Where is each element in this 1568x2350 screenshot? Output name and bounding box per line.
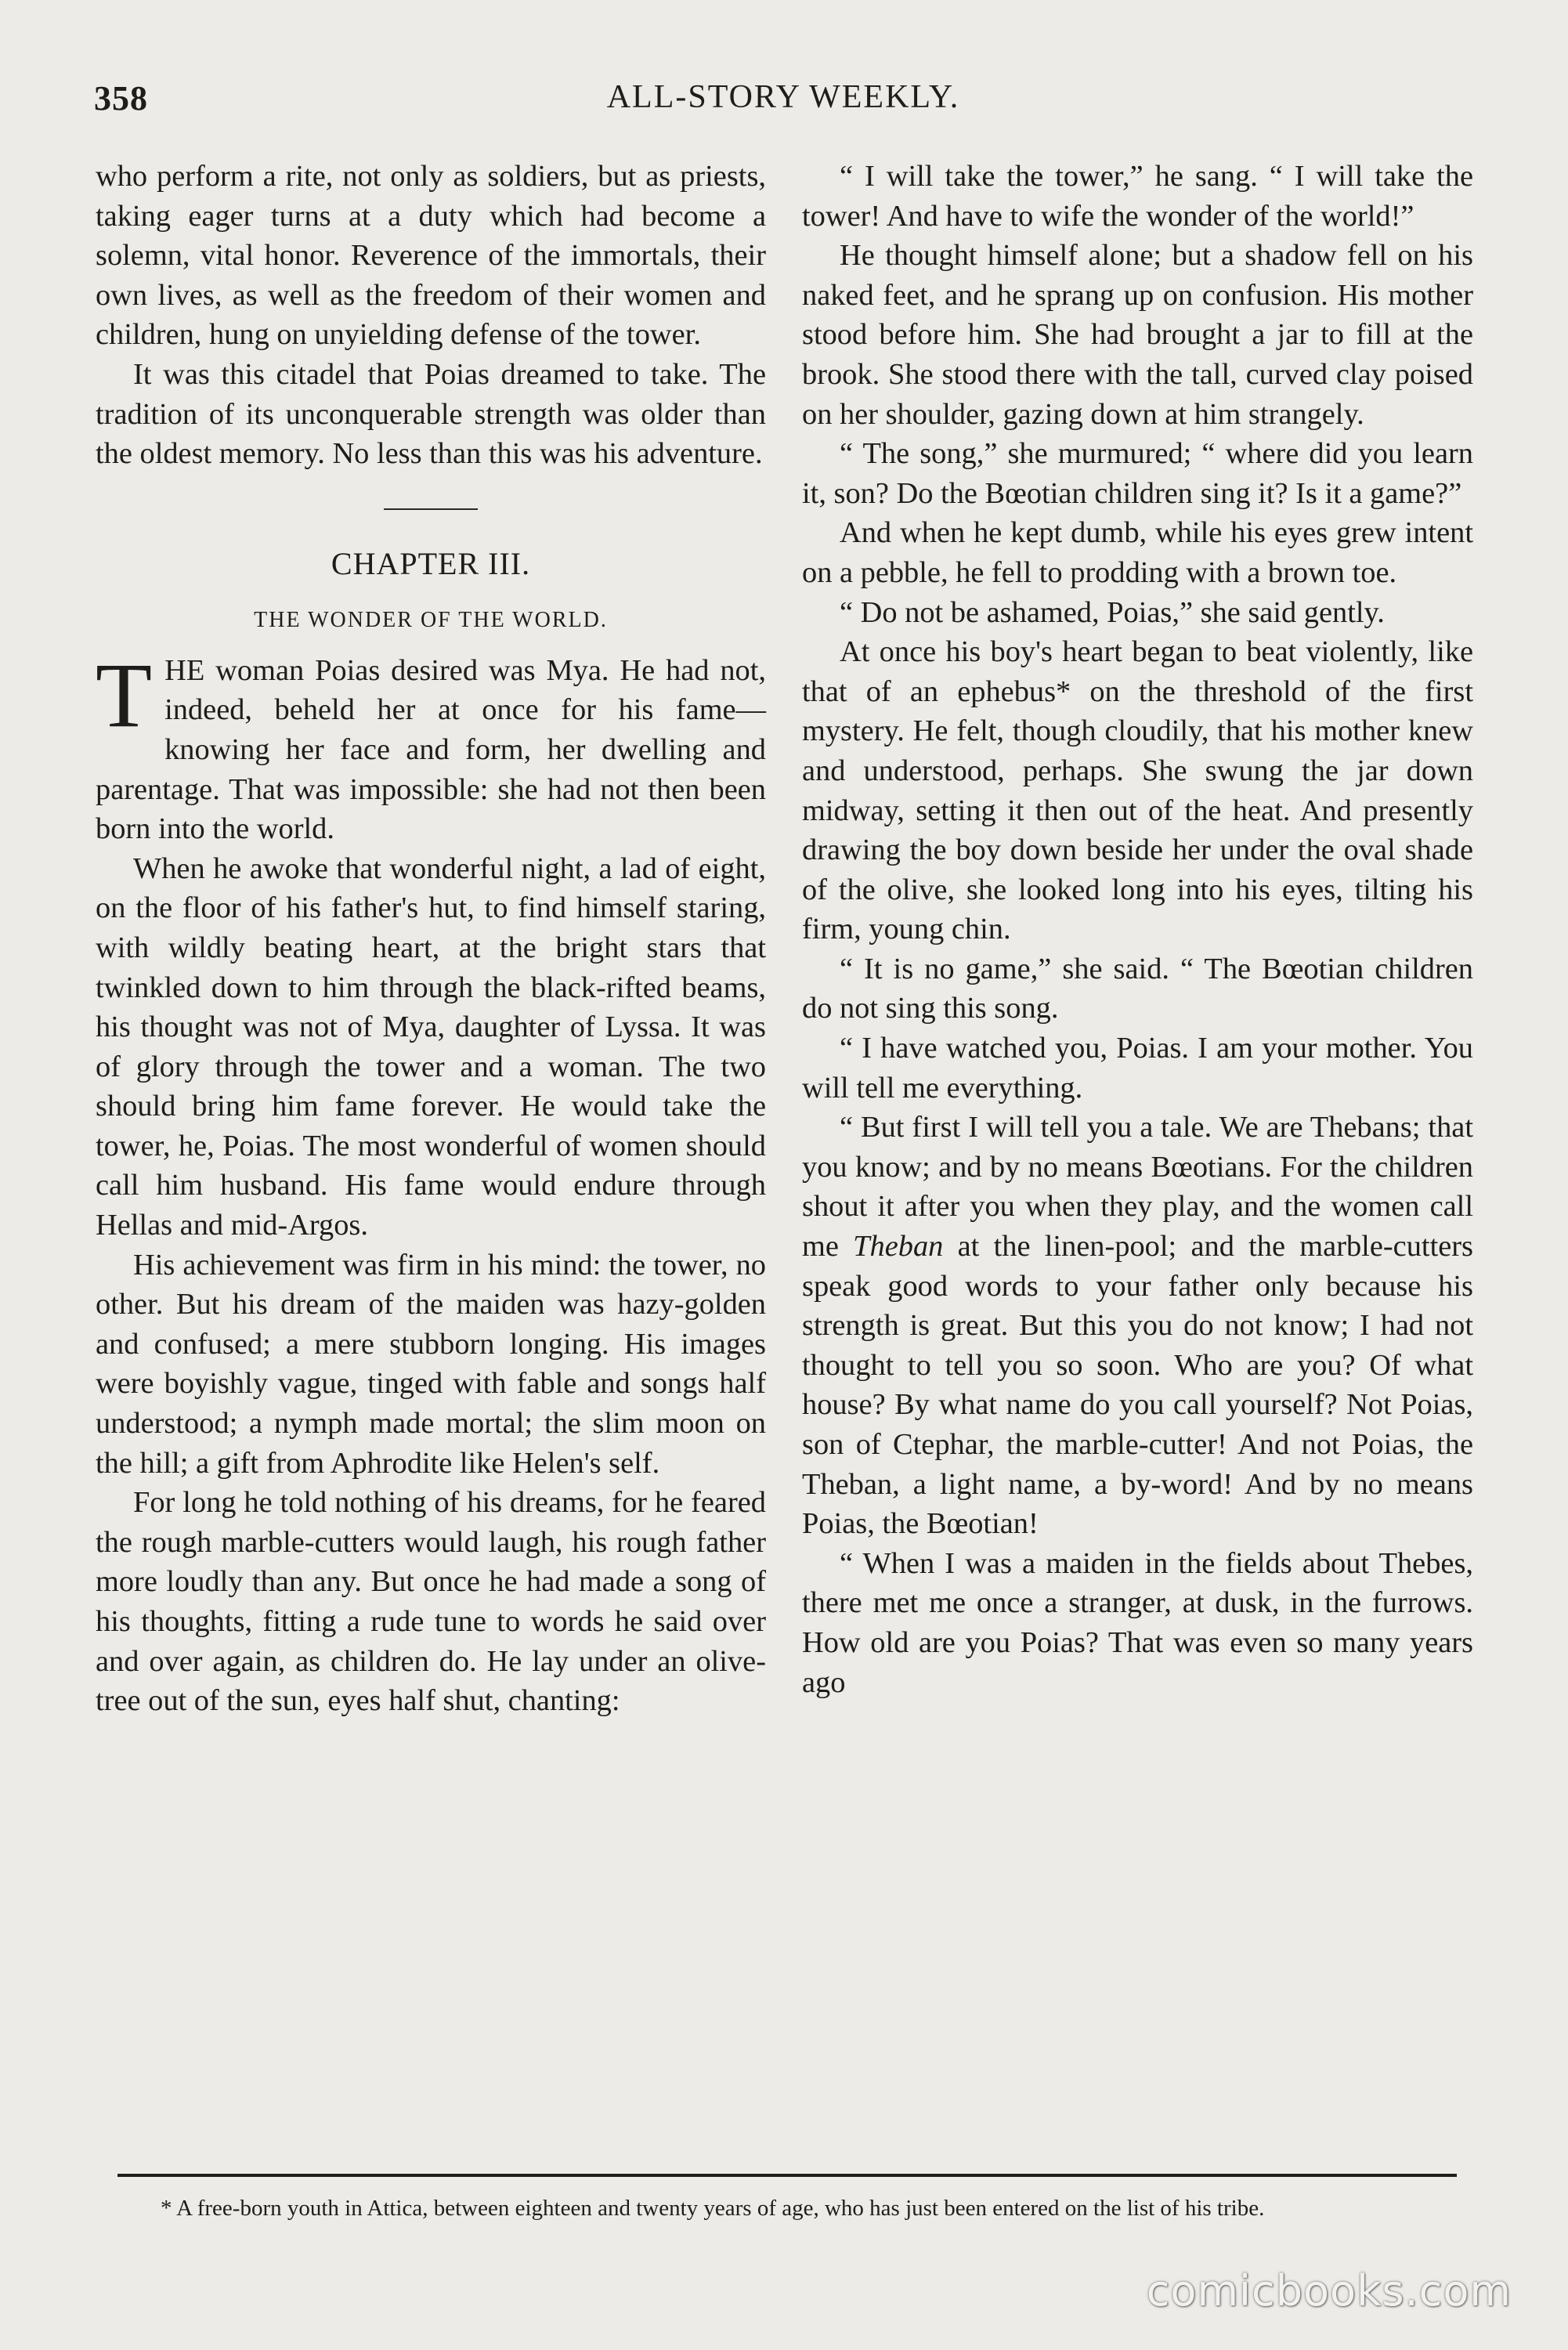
paragraph-text: at the linen-pool; and the marble-cutters speak good words to your father only because his strength is great. But this you do not know; I had not thought to tell you so soon. Who are you? Of what house? By what name do you call yourself? Not Poias, son of Ctephar, the marble-cutter! And not Poias, the Theban, a light name, a by-word! And by no means Poias, the Bœotian! (802, 1230, 1474, 1541)
paragraph-text: HE woman Poias desired was Mya. He had not, indeed, beheld her at once for his fame—knowing her face and form, her dwelling and parentage. That was impossible: she had not then been born into the world. (96, 653, 766, 846)
paragraph: “ The song,” she murmured; “ where did you learn it, son? Do the Bœotian children sing it? Is it a game?” (802, 437, 1473, 510)
paragraph (802, 1108, 1473, 1544)
paragraph: And when he kept dumb, while his eyes grew intent on a pebble, he fell to prodding with a brown toe. (802, 516, 1473, 589)
drop-cap: T (96, 643, 153, 747)
paragraph: “ I have watched you, Poias. I am your mother. You will tell me everything. (802, 1032, 1473, 1104)
chapter-title: CHAPTER III. (331, 545, 531, 581)
paragraph: It was this citadel that Poias dreamed to take. The tradition of its unconquerable strength was older than the oldest memory. No less than this was his adventure. (96, 357, 766, 471)
footnote-text: * A free-born youth in Attica, between eighteen and twenty years of age, who has just been entered on the list of his tribe. (161, 2196, 1265, 2221)
paragraph-text: “ But first I will tell you a tale. We are Thebans; that you know; and by no means Bœotians. For the children shout it after you when they play, and the women call me (802, 1111, 1473, 1264)
paragraph: For long he told nothing of his dreams, for he feared the rough marble-cutters would laugh, his rough father more loudly than any. But once he had made a song of his thoughts, fitting a rude tune to words he said over and over again, as children do. He lay under an olive-tree out of the sun, eyes half shut, chanting: (96, 1486, 766, 1718)
page-header (94, 78, 1472, 125)
footnote-rule (117, 2174, 1457, 2177)
paragraph: His achievement was firm in his mind: the tower, no other. But his dream of the maiden was hazy-golden and confused; a mere stubborn longing. His images were boyishly vague, tinged with fable and songs half understood; a nymph made mortal; the slim moon on the hill; a gift from Aphrodite like Helen's self. (96, 1248, 766, 1480)
emphasis: Theban (853, 1230, 944, 1264)
paragraph: When he awoke that wonderful night, a lad of eight, on the floor of his father's hut, to find himself staring, with wildly beating heart, at the bright stars that twinkled down to him through the black-rifted beams, his thought was not of Mya, daughter of Lyssa. It was of glory through the tower and a woman. The two should bring him fame forever. He would take the tower, he, Poias. The most wonderful of women should call him husband. His fame would endure through Hellas and mid-Argos. (96, 851, 766, 1242)
page-number: 358 (94, 79, 148, 118)
watermark: comicbooks.com (1146, 2266, 1512, 2316)
chapter-subtitle: THE WONDER OF THE WORLD. (254, 607, 608, 632)
paragraph: “ It is no game,” she said. “ The Bœotian children do not sing this song. (802, 952, 1473, 1025)
paragraph: “ I will take the tower,” he sang. “ I will take the tower! And have to wife the wonder of the world!” (802, 160, 1473, 233)
paragraph: At once his boy's heart began to beat violently, like that of an ephebus* on the threshold of the first mystery. He felt, though cloudily, that his mother knew and understood, perhaps. She swung the jar down midway, setting it then out of the heat. And presently drawing the boy down beside her under the oval shade of the olive, she looked long into his eyes, tilting his firm, young chin. (802, 635, 1473, 946)
paragraph: “ Do not be ashamed, Poias,” she said gently. (840, 595, 1385, 629)
running-title: ALL-STORY WEEKLY. (606, 79, 960, 115)
section-divider (384, 508, 478, 510)
right-column (802, 157, 1473, 1702)
paragraph: He thought himself alone; but a shadow fell on his naked feet, and he sprang up on confusion. His mother stood before him. She had brought a jar to fill at the brook. She stood there with the tall, curved clay poised on her shoulder, gazing down at him strangely. (802, 239, 1473, 431)
footnote (114, 2193, 1461, 2223)
paragraph: who perform a rite, not only as soldiers, but as priests, taking eager turns at a duty which had become a solemn, vital honor. Reverence of the immortals, their own lives, as well as the freedom of their women and children, hung on unyielding defense of the tower. (96, 160, 766, 352)
left-column (96, 157, 766, 1721)
paragraph: “ When I was a maiden in the fields about Thebes, there met me once a stranger, at dusk, in the furrows. How old are you Poias? That was even so many years ago (802, 1546, 1473, 1699)
paragraph (96, 643, 766, 849)
